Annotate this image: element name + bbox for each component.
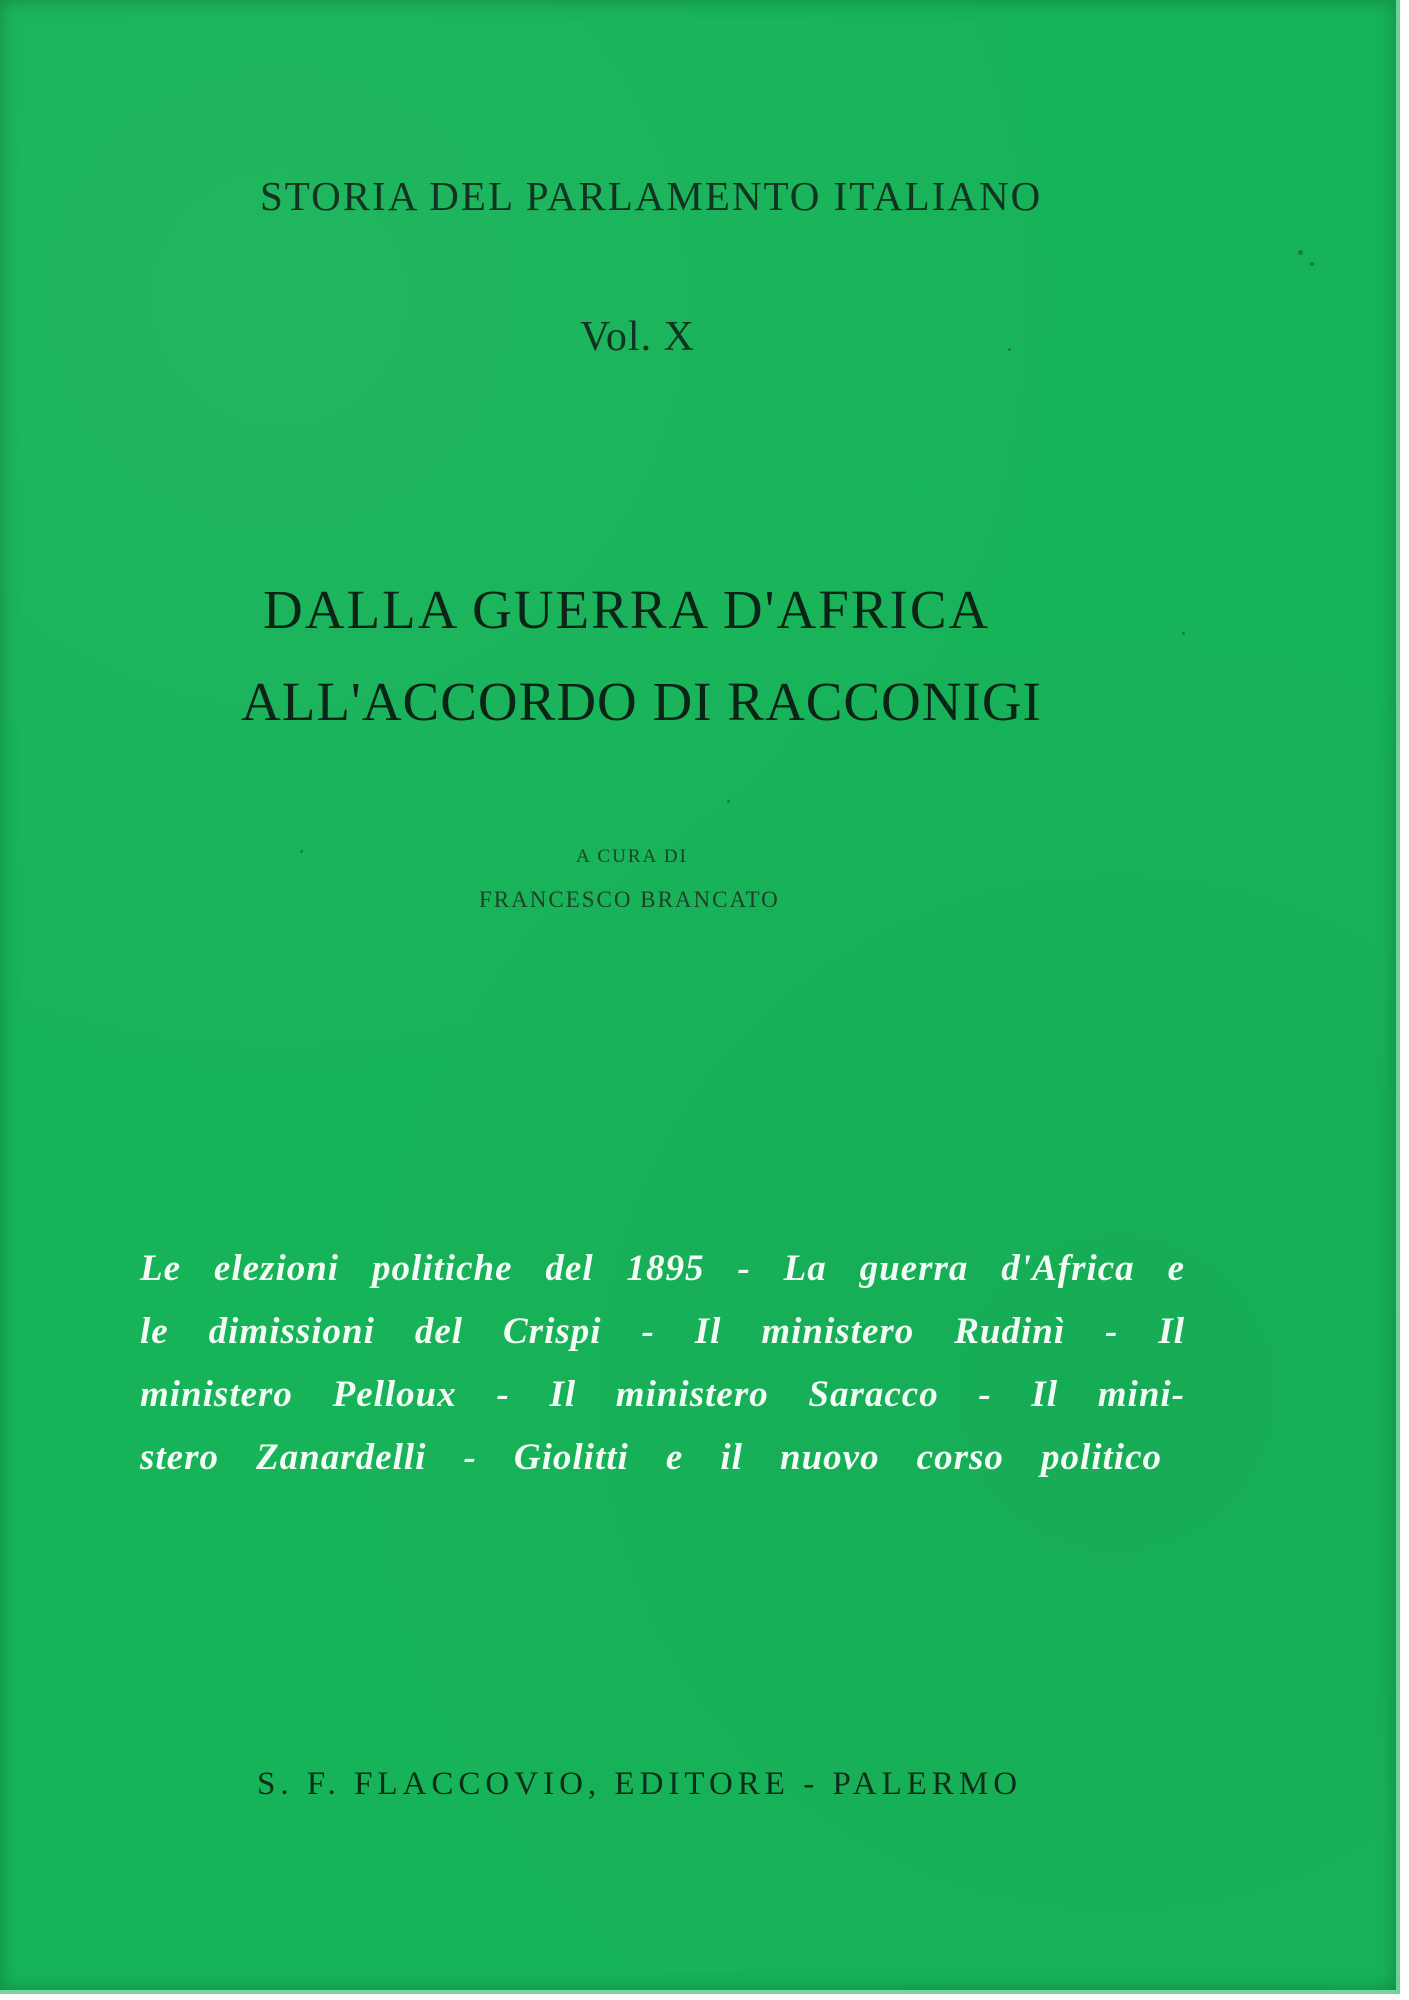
subjects-line-3: ministero Pelloux - Il ministero Saracco - Il mini- xyxy=(140,1374,1185,1415)
print-speck xyxy=(1298,250,1303,255)
series-title: STORIA DEL PARLAMENTO ITALIANO xyxy=(260,173,1043,219)
print-speck xyxy=(1310,262,1314,266)
publisher-imprint: S. F. FLACCOVIO, EDITORE - PALERMO xyxy=(257,1766,1023,1802)
book-title-line-2: ALL'ACCORDO DI RACCONIGI xyxy=(241,671,1042,732)
book-title-line-1: DALLA GUERRA D'AFRICA xyxy=(263,579,991,640)
curator-label: A CURA DI xyxy=(576,846,688,867)
volume-number: Vol. X xyxy=(580,314,695,360)
curator-name: FRANCESCO BRANCATO xyxy=(479,887,780,912)
print-speck xyxy=(1182,632,1185,635)
subjects-line-2: le dimissioni del Crispi - Il ministero Rudinì - Il xyxy=(140,1311,1185,1352)
print-speck xyxy=(1008,348,1011,351)
print-speck xyxy=(727,800,730,803)
subjects-line-1: Le elezioni politiche del 1895 - La guerra d'Africa e xyxy=(140,1248,1185,1289)
subjects-line-4: stero Zanardelli - Giolitti e il nuovo corso politico xyxy=(140,1437,1162,1478)
print-speck xyxy=(300,850,303,853)
